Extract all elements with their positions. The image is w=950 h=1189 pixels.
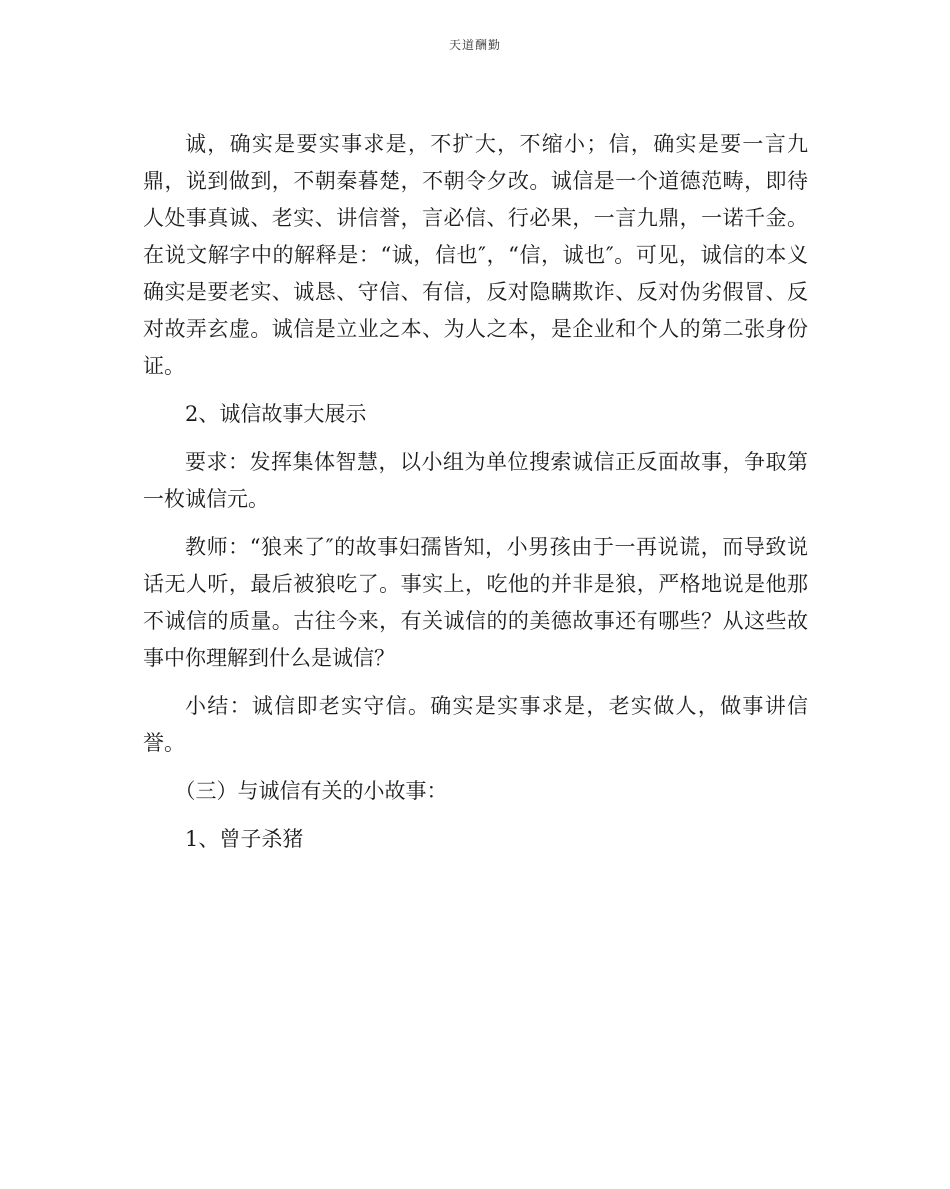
paragraph-teacher: 教师：“狼来了″的故事妇孺皆知，小男孩由于一再说谎，而导致说话无人听，最后被狼吃了。事实上，吃他的并非是狼，严格地说是他那不诚信的质量。古往今来，有关诚信的的美德故事还有哪些？从这些故事中你理解到什么是诚信？ — [143, 535, 808, 670]
section-heading-story-showcase: 2、诚信故事大展示 — [185, 402, 367, 426]
paragraph-requirement: 要求：发挥集体智慧，以小组为单位搜索诚信正反面故事，争取第一枚诚信元。 — [143, 450, 808, 511]
paragraph-summary: 小结：诚信即老实守信。确实是实事求是，老实做人，做事讲信誉。 — [143, 694, 808, 755]
page-header: 天道酬勤 — [448, 38, 501, 52]
story-title-zengzi: 1、曾子杀猪 — [185, 827, 304, 851]
section-heading-small-stories: （三）与诚信有关的小故事： — [174, 779, 448, 803]
paragraph-definition: 诚，确实是要实事求是，不扩大，不缩小；信，确实是要一言九鼎，说到做到，不朝秦暮楚，不朝令夕改。诚信是一个道德范畴，即待人处事真诚、老实、讲信誉，言必信、行必果，一言九鼎，一诺千金。在说文解字中的解释是：“诚，信也″，“信，诚也″。可见，诚信的本义确实是要老实、诚恳、守信、有信，反对隐瞒欺诈、反对伪劣假冒、反对故弄玄虚。诚信是立业之本、为人之本，是企业和个人的第二张身份证。 — [143, 132, 808, 378]
document-body — [143, 126, 808, 869]
